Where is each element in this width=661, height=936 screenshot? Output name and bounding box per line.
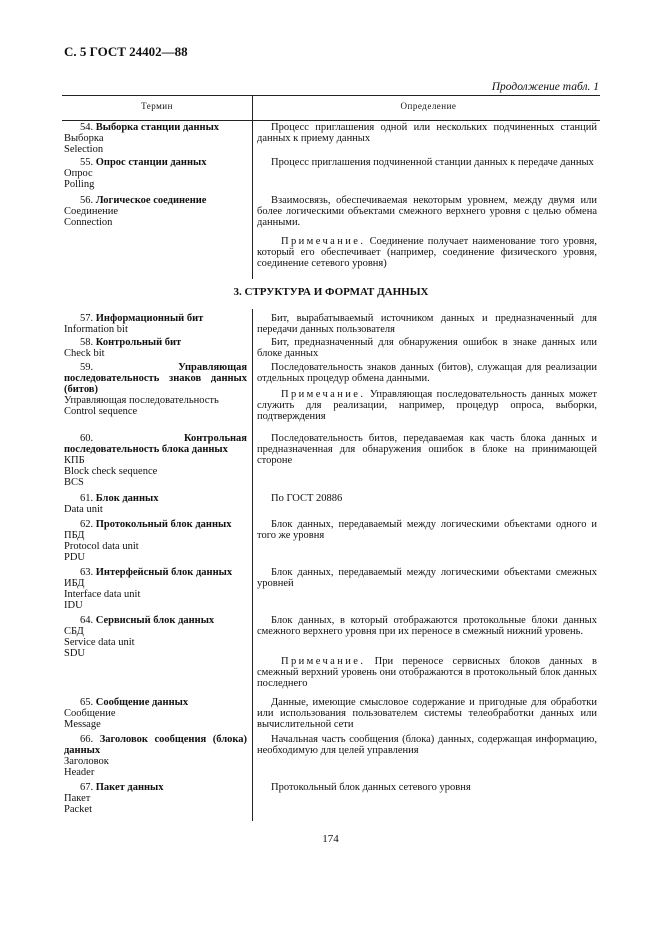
definition-60: Последовательность битов, передаваемая как часть блока данных и предназначенная для обнаружения ошибок в блоке на принимающей стороне xyxy=(257,433,597,467)
term-64: 64. Сервисный блок данных СБД Service data unit SDU xyxy=(64,615,215,659)
note-56: Примечание. Соединение получает наименование того уровня, который его обеспечивает (например, соединение физического уровня, соединение сетевого уровня) xyxy=(257,236,597,270)
table-header xyxy=(62,95,600,121)
page-header-title: С. 5 ГОСТ 24402—88 xyxy=(64,44,188,59)
column-header-definition: Определение xyxy=(400,101,457,111)
section-heading: 3. СТРУКТУРА И ФОРМАТ ДАННЫХ xyxy=(233,286,429,298)
term-65: 65. Сообщение данных Сообщение Message xyxy=(64,697,189,730)
term-61: 61. Блок данных Data unit xyxy=(64,493,159,515)
note-59: Примечание. Управляющая последовательность данных может служить для реализации, например, процедур опроса, выборки, подтверждения xyxy=(257,389,597,423)
term-58: 58. Контрольный бит Check bit xyxy=(64,337,182,359)
term-62: 62. Протокольный блок данных ПБД Protocol data unit PDU xyxy=(64,519,232,563)
note-64: Примечание. При переносе сервисных блоков данных в смежный верхний уровень они отображаются в протокольный блок данных последнего xyxy=(257,656,597,690)
term-67: 67. Пакет данных Пакет Packet xyxy=(64,782,164,815)
definition-54: Процесс приглашения одной или нескольких подчиненных станций данных к приему данных xyxy=(257,122,597,145)
table-continuation-label: Продолжение табл. 1 xyxy=(491,81,599,93)
term-66: 66. Заголовок сообщения (блока) данных Заголовок Header xyxy=(64,734,248,778)
term-59: 59. Управляющая последовательность знаков данных (битов) Управляющая последовательность Control sequence xyxy=(64,362,247,417)
column-divider xyxy=(252,309,253,821)
column-divider xyxy=(252,95,253,279)
term-60: 60. Контрольная последовательность блока данных КПБ Block check sequence BCS xyxy=(64,433,247,488)
definition-57: Бит, вырабатываемый источником данных и предназначенный для передачи данных пользователя xyxy=(257,313,597,336)
definition-55: Процесс приглашения подчиненной станции данных к передаче данных xyxy=(271,157,594,168)
definition-62: Блок данных, передаваемый между логическими объектами одного и того же уровня xyxy=(257,519,597,542)
definition-65: Данные, имеющие смысловое содержание и пригодные для обработки или использования пользователем системы телеобработки данных или вычислительной сети xyxy=(257,697,597,731)
term-63: 63. Интерфейсный блок данных ИБД Interface data unit IDU xyxy=(64,567,233,611)
term-57: 57. Информационный бит Information bit xyxy=(64,313,204,335)
definition-67: Протокольный блок данных сетевого уровня xyxy=(271,782,471,793)
page-number: 174 xyxy=(322,833,339,845)
definition-64: Блок данных, в который отображаются протокольные блоки данных смежного верхнего уровня при их переносе в смежный нижний уровень. xyxy=(257,615,597,638)
term-54: 54. Выборка станции данных Выборка Selection xyxy=(64,122,220,155)
definition-59: Последовательность знаков данных (битов), служащая для реализации отдельных процедур обмена данными. xyxy=(257,362,597,385)
definition-63: Блок данных, передаваемый между логическими объектами смежных уровней xyxy=(257,567,597,590)
term-56: 56. Логическое соединение Соединение Connection xyxy=(64,195,207,228)
definition-56: Взаимосвязь, обеспечиваемая некоторым уровнем, между двумя или более логическими объектами смежного верхнего уровня с целью обмена данными. xyxy=(257,195,597,229)
definition-61: По ГОСТ 20886 xyxy=(271,493,343,504)
column-header-term: Термин xyxy=(141,101,173,111)
term-55: 55. Опрос станции данных Опрос Polling xyxy=(64,157,207,190)
definition-58: Бит, предназначенный для обнаружения ошибок в знаке данных или блоке данных xyxy=(257,337,597,360)
definition-66: Начальная часть сообщения (блока) данных, содержащая информацию, необходимую для целей управления xyxy=(257,734,597,757)
